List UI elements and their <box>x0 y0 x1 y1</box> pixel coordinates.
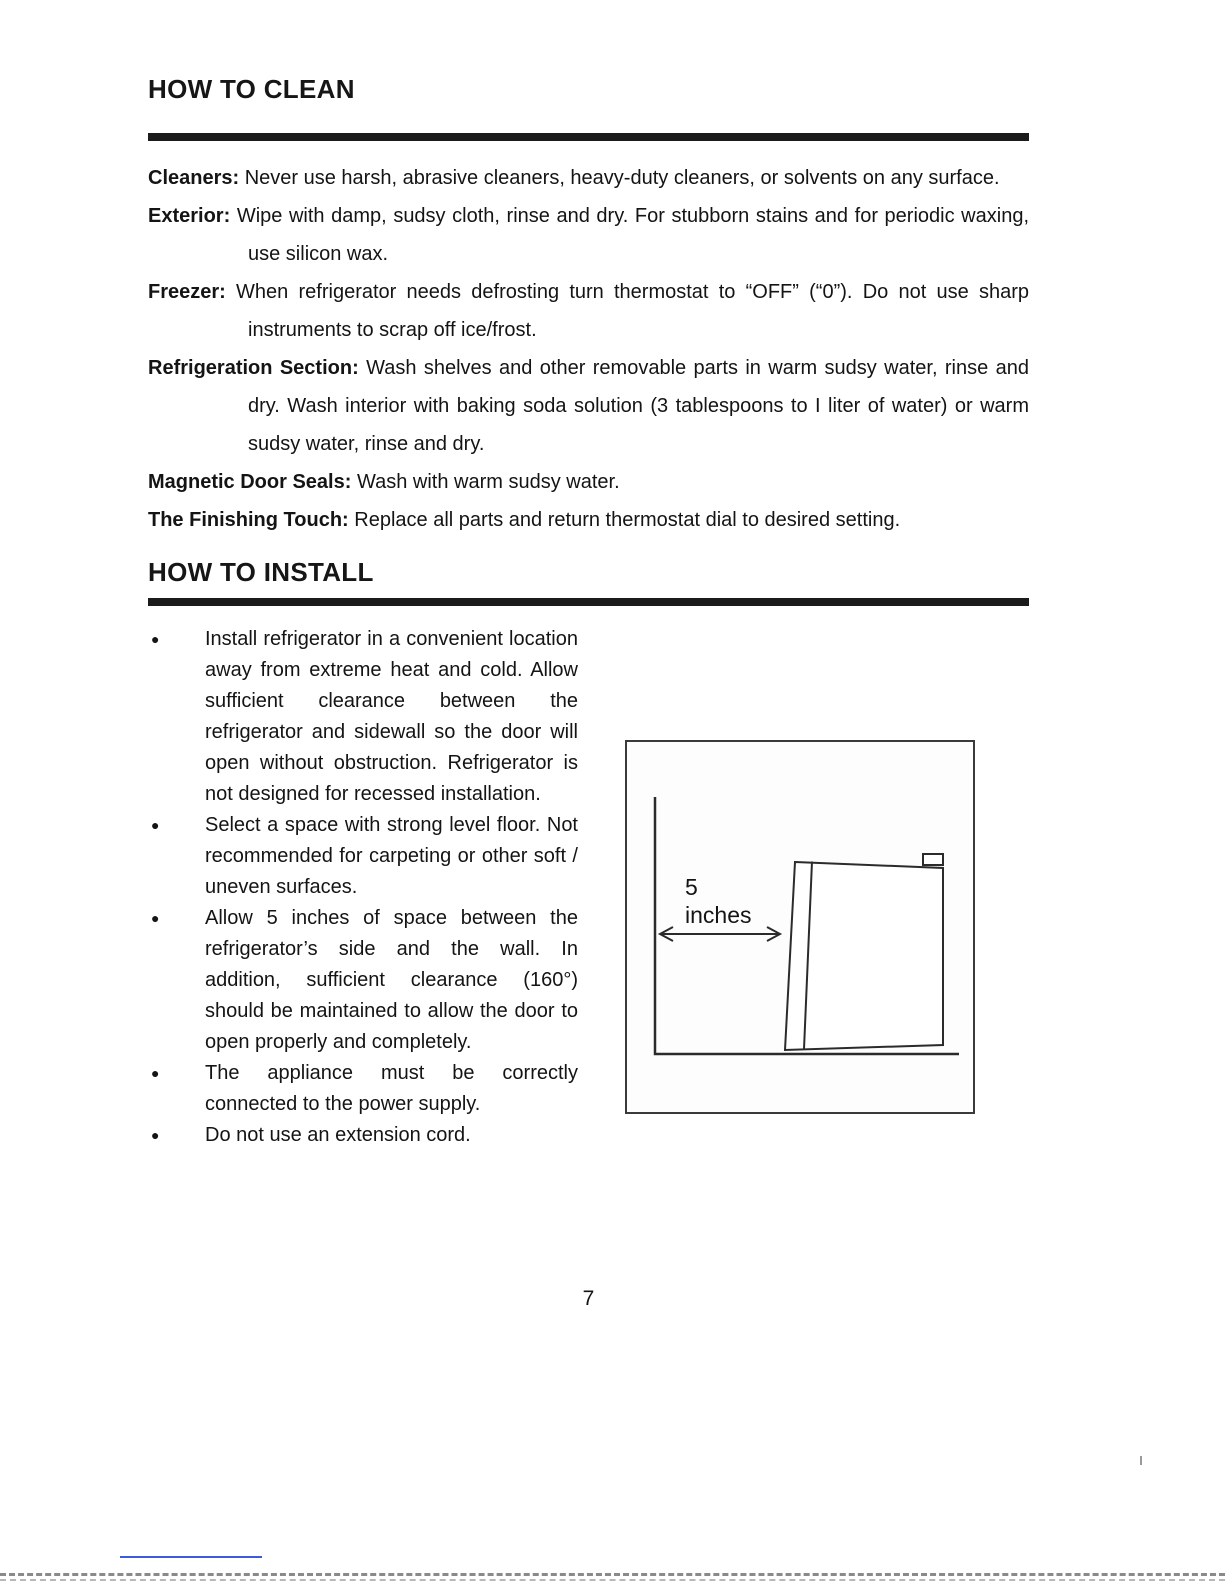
bullet-item-extension-cord <box>148 1120 578 1151</box>
bullet-text: Do not use an extension cord. <box>205 1124 471 1146</box>
bullet-icon: ● <box>151 1127 160 1143</box>
def-item-refrigeration-section <box>148 349 1029 463</box>
def-term: Freezer: <box>148 281 226 303</box>
clean-definition-list <box>148 159 1029 539</box>
clean-section-title: HOW TO CLEAN <box>148 74 355 104</box>
clean-section-rule <box>148 133 1029 141</box>
def-item-freezer <box>148 273 1029 349</box>
bullet-icon: ● <box>151 817 160 833</box>
bullet-icon: ● <box>151 631 160 647</box>
page-content <box>148 0 1029 1311</box>
install-section-rule <box>148 598 1029 606</box>
def-desc: When refrigerator needs defrosting turn thermostat to “OFF” (“0”). Do not use sharp instruments to scrap off ice/frost. <box>236 281 1030 341</box>
install-section-title: HOW TO INSTALL <box>148 557 374 587</box>
def-item-magnetic-door-seals <box>148 463 1029 501</box>
install-body <box>148 624 1029 1279</box>
bullet-text: Install refrigerator in a convenient location away from extreme heat and cold. Allow sufficient clearance between the refrigerator and sidewall so the door will open without obstruction. Refrigerator is not designed for recessed installation. <box>205 628 578 805</box>
page-number: 7 <box>582 1287 595 1310</box>
install-bullet-list <box>148 624 578 1151</box>
def-item-exterior <box>148 197 1029 273</box>
def-item-finishing-touch <box>148 501 1029 539</box>
figure-label-5: 5 <box>685 874 698 900</box>
def-item-cleaners <box>148 159 1029 197</box>
refrigerator-drawing <box>785 854 943 1050</box>
scan-artifact-mark <box>1140 1456 1142 1465</box>
def-term: Cleaners: <box>148 167 240 189</box>
def-term: The Finishing Touch: <box>148 509 349 531</box>
clearance-figure <box>625 740 975 1114</box>
bullet-item-power-supply <box>148 1058 578 1120</box>
def-desc: Wipe with damp, sudsy cloth, rinse and dry. For stubborn stains and for periodic waxing, use silicon wax. <box>236 205 1029 265</box>
def-term: Exterior: <box>148 205 231 227</box>
bullet-text: Allow 5 inches of space between the refrigerator’s side and the wall. In addition, sufficient clearance (160°) should be maintained to allow the door to open properly and completely. <box>205 907 578 1053</box>
def-term: Magnetic Door Seals: <box>148 471 352 493</box>
def-desc: Never use harsh, abrasive cleaners, heavy-duty cleaners, or solvents on any surface. <box>244 167 1000 189</box>
def-desc: Wash with warm sudsy water. <box>356 471 620 493</box>
scan-artifact-blue-line <box>120 1556 262 1558</box>
dimension-arrow <box>660 927 780 941</box>
figure-label-inches: inches <box>685 902 752 928</box>
def-desc: Wash shelves and other removable parts in warm sudsy water, rinse and dry. Wash interior with baking soda solution (3 tablespoons to I liter of water) or warm sudsy water, rinse and dry. <box>248 357 1029 455</box>
def-desc: Replace all parts and return thermostat dial to desired setting. <box>354 509 901 531</box>
scan-artifact-dashed-line-top <box>0 1573 1225 1576</box>
bullet-icon: ● <box>151 1065 160 1081</box>
refrigerator-handle <box>923 854 943 865</box>
bullet-icon: ● <box>151 910 160 926</box>
bullet-text: Select a space with strong level floor. Not recommended for carpeting or other soft / uneven surfaces. <box>205 814 578 898</box>
bullet-item-floor <box>148 810 578 903</box>
def-term: Refrigeration Section: <box>148 357 359 379</box>
scan-artifact-dashed-line-bottom <box>0 1579 1225 1581</box>
bullet-item-location <box>148 624 578 810</box>
bullet-text: The appliance must be correctly connected to the power supply. <box>205 1062 578 1115</box>
bullet-item-clearance <box>148 903 578 1058</box>
refrigerator-clearance-illustration <box>627 742 973 1112</box>
